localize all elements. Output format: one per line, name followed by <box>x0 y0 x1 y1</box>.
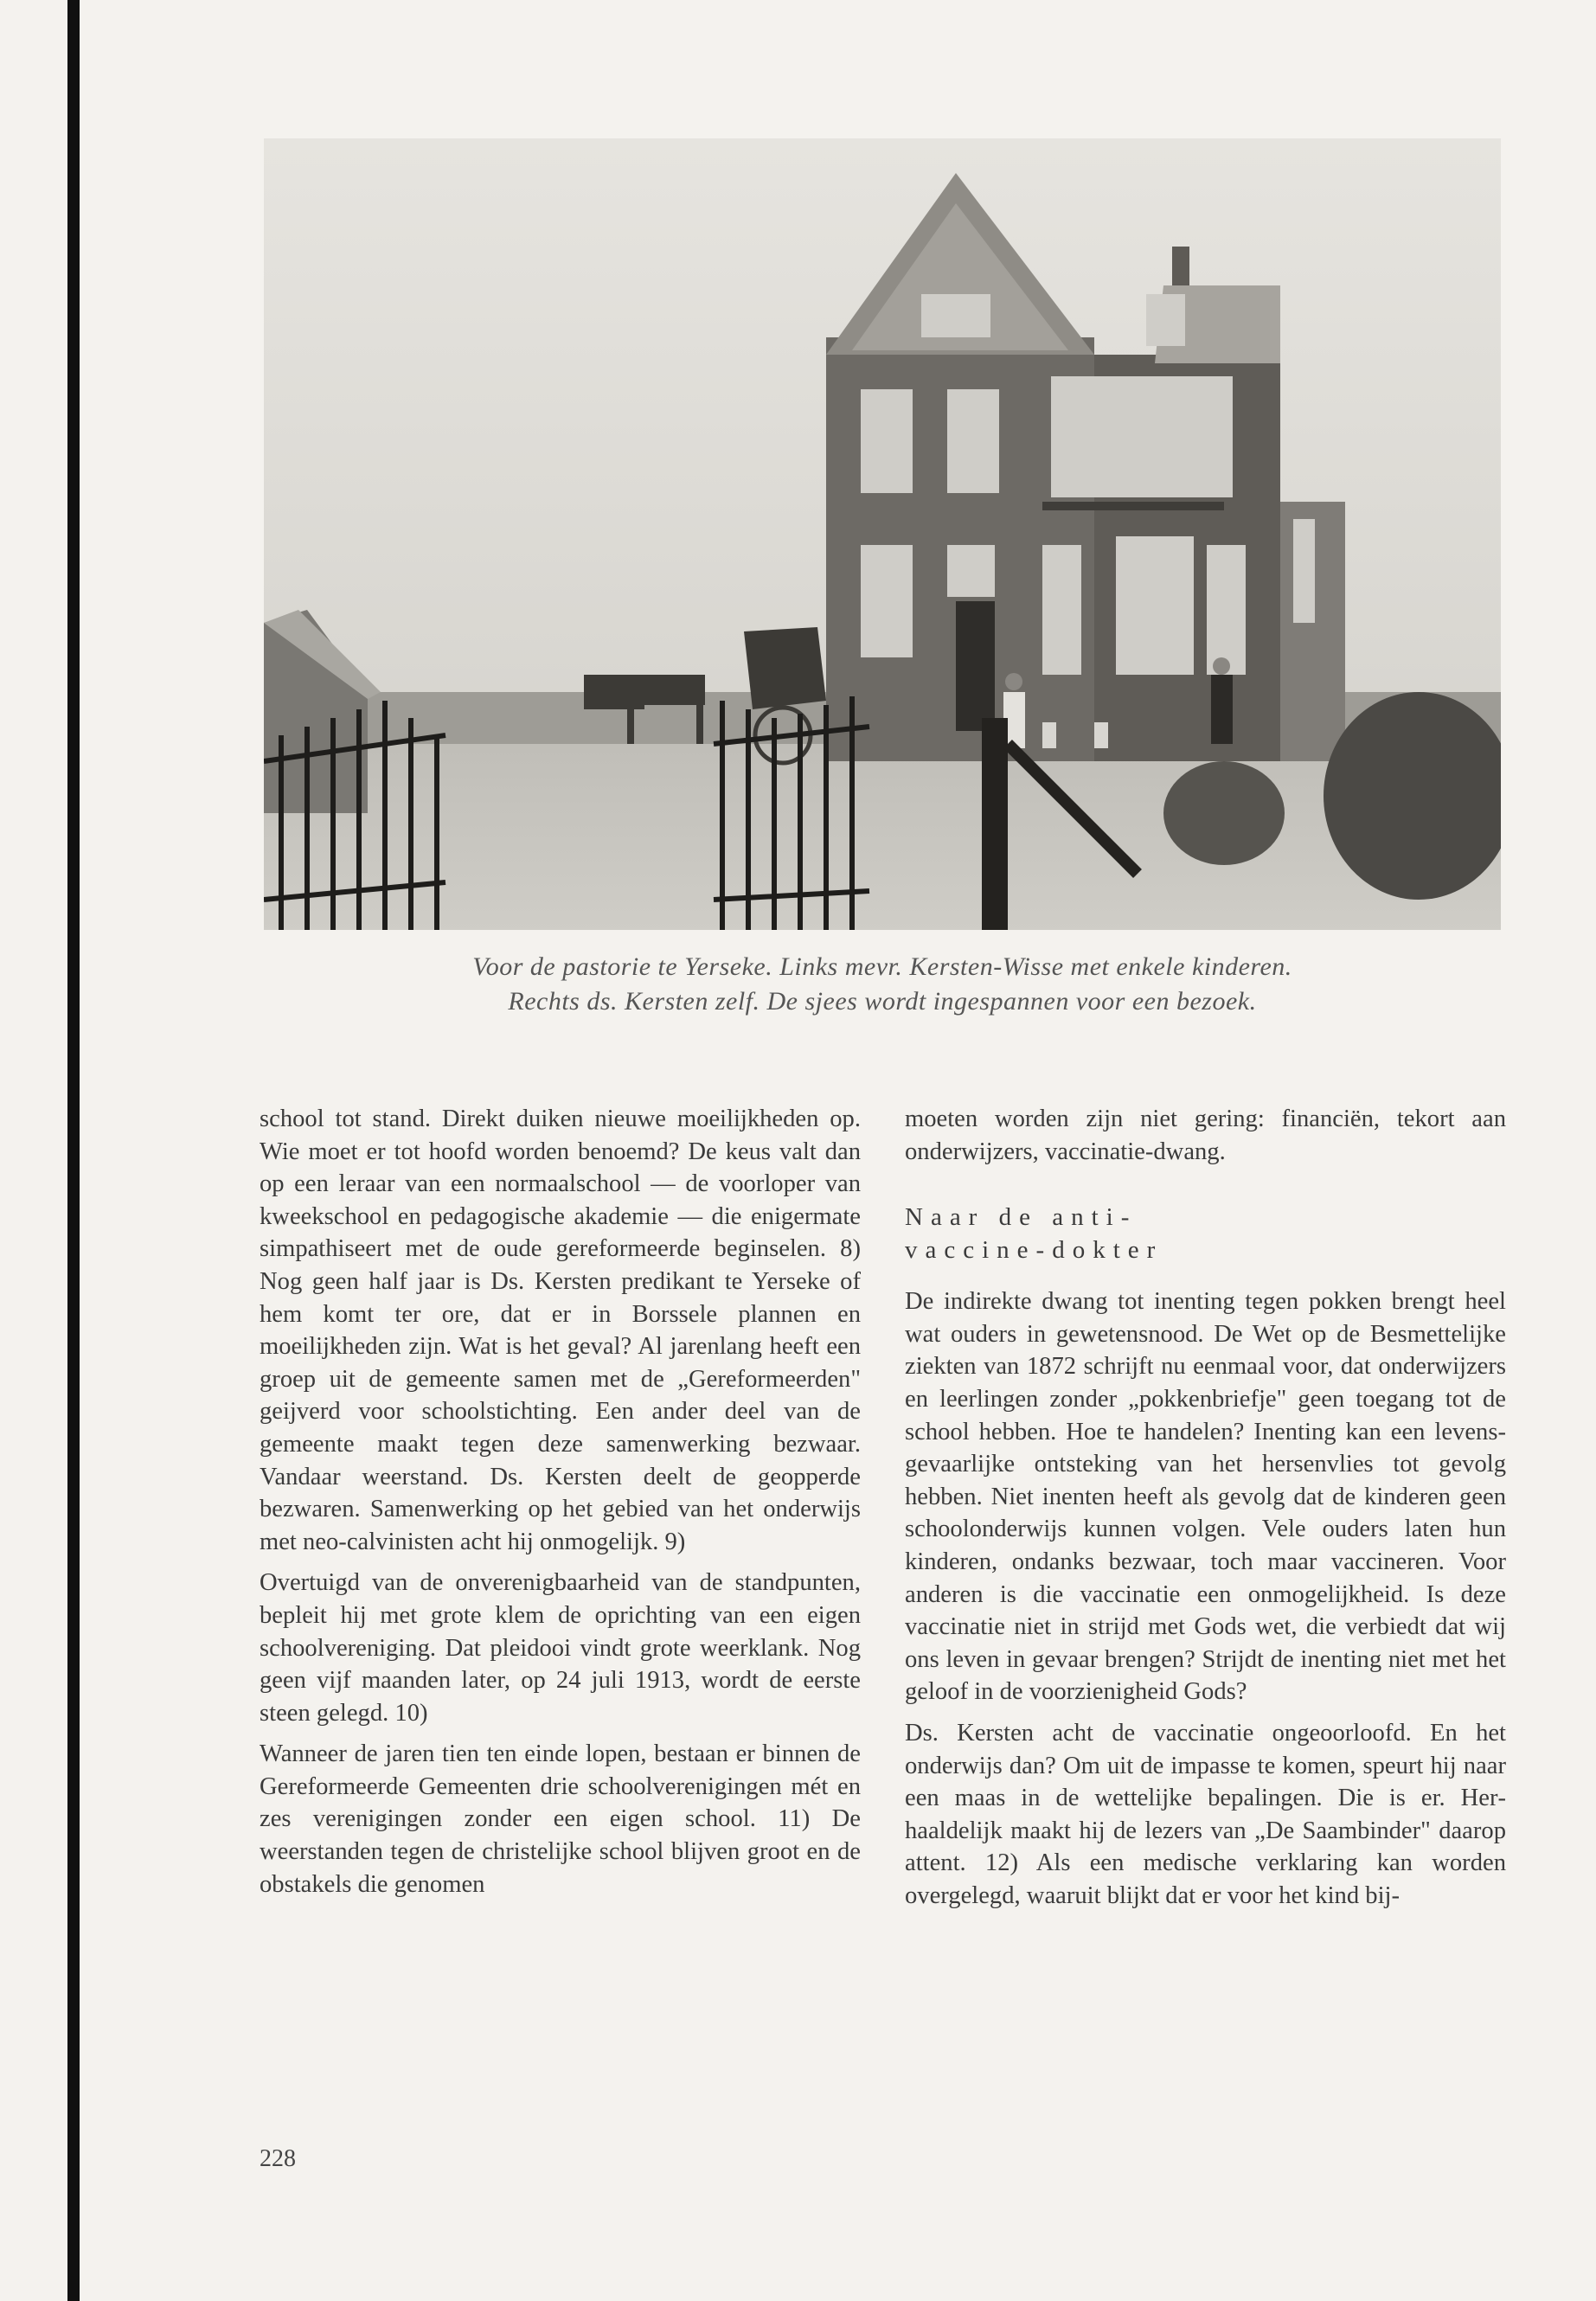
binding-edge <box>67 0 80 2301</box>
paragraph: moeten worden zijn niet gering: financiën, tekort aan onderwijzers, vaccinatie-dwang. <box>905 1106 1506 1165</box>
bush <box>1163 761 1285 865</box>
left-column <box>260 1103 861 1900</box>
paragraph: school tot stand. Direkt duiken nieuwe moeilijkheden op. Wie moet er tot hoofd worden benoemd? De keus valt dan op een leraar van een normaalschool — de voorloper van kweekschool en pedagogische akademie — die enigermate simpathiseert met de oude gereformeerde beginselen. 8) Nog geen half jaar is Ds. Kersten predikant te Yerseke of hem komt ter ore, dat er in Borssele plannen en moeilijkheden zijn. Wat is het geval? Al jarenlang heeft een groep uit de gemeente samen met de „Gereformeerden" geijverd voor schoolstichting. Een ander deel van de gemeente maakt tegen deze samenwerking bezwaar. Vandaar weerstand. Ds. Kersten deelt de geopperde bezwaren. Samenwerking op het gebied van het onderwijs met neo-calvinisten acht hij onmogelijk. 9) <box>260 1106 861 1555</box>
paragraph: De indirekte dwang tot inenting tegen pokken brengt heel wat ouders in gewetensnood. De Wet op de Besmettelijke ziekten van 1872 schrijft nu eenmaal voor, dat onderwijzers en leerlingen zonder „pokkenbriefje" geen toegang tot de school hebben. Hoe te handelen? Inenting kan een levensgevaarlijke ontsteking van het hersenvlies tot gevolg hebben. Niet inenten heeft als gevolg dat de kinderen geen schoolonderwijs kunnen volgen. Vele ouders laten hun kinderen, ondanks bezwaar, toch maar vaccineren. Voor anderen is die vaccinatie een onmogelijkheid. Is deze vaccinatie niet in strijd met Gods wet, die verbiedt dat wij ons leven in gevaar brengen? Strijdt de inenting niet met het geloof in de voorzienigheid Gods? <box>905 1288 1506 1706</box>
section-subheading <box>905 1201 1506 1266</box>
paragraph: Ds. Kersten acht de vaccinatie ongeoorloofd. En het onderwijs dan? Om uit de impasse te komen, speurt hij naar een maas in de wettelijke bepalingen. Die is er. Herhaaldelijk maakt hij de lezers van „De Saambinder" daarop attent. 12) Als een medische verklaring kan worden overgelegd, waaruit blijkt dat er voor het kind bij- <box>905 1719 1506 1909</box>
gate-post <box>982 718 1008 930</box>
page-number: 228 <box>260 2145 296 2172</box>
paragraph: Overtuigd van de onverenigbaarheid van de standpunten, bepleit hij met grote klem de oprichting van een eigen schoolvereniging. Dat pleidooi vindt grote weerklank. Nog geen vijf maanden later, op 24 juli 1913, wordt de eerste steen gelegd. 10) <box>260 1569 861 1727</box>
caption-line-2: Rechts ds. Kersten zelf. De sjees wordt ingespannen voor een bezoek. <box>508 987 1257 1016</box>
photo-pastorie <box>264 138 1501 930</box>
photo-caption <box>264 950 1501 1019</box>
caption-line-1: Voor de pastorie te Yerseke. Links mevr. Kersten-Wisse met enkele kinderen. <box>472 952 1292 981</box>
photo-illustration <box>264 138 1501 930</box>
paragraph: Wanneer de jaren tien ten einde lopen, bestaan er binnen de Gereformeerde Gemeenten drie schoolverenigingen mét en zes verenigingen zonder een eigen school. 11) De weerstanden tegen de christelijke school blijven groot en de obstakels die genomen <box>260 1740 861 1898</box>
subheading-line-1: Naar de anti- <box>905 1203 1138 1232</box>
right-column <box>905 1103 1506 1912</box>
subheading-line-2: vaccine-dokter <box>905 1236 1163 1265</box>
